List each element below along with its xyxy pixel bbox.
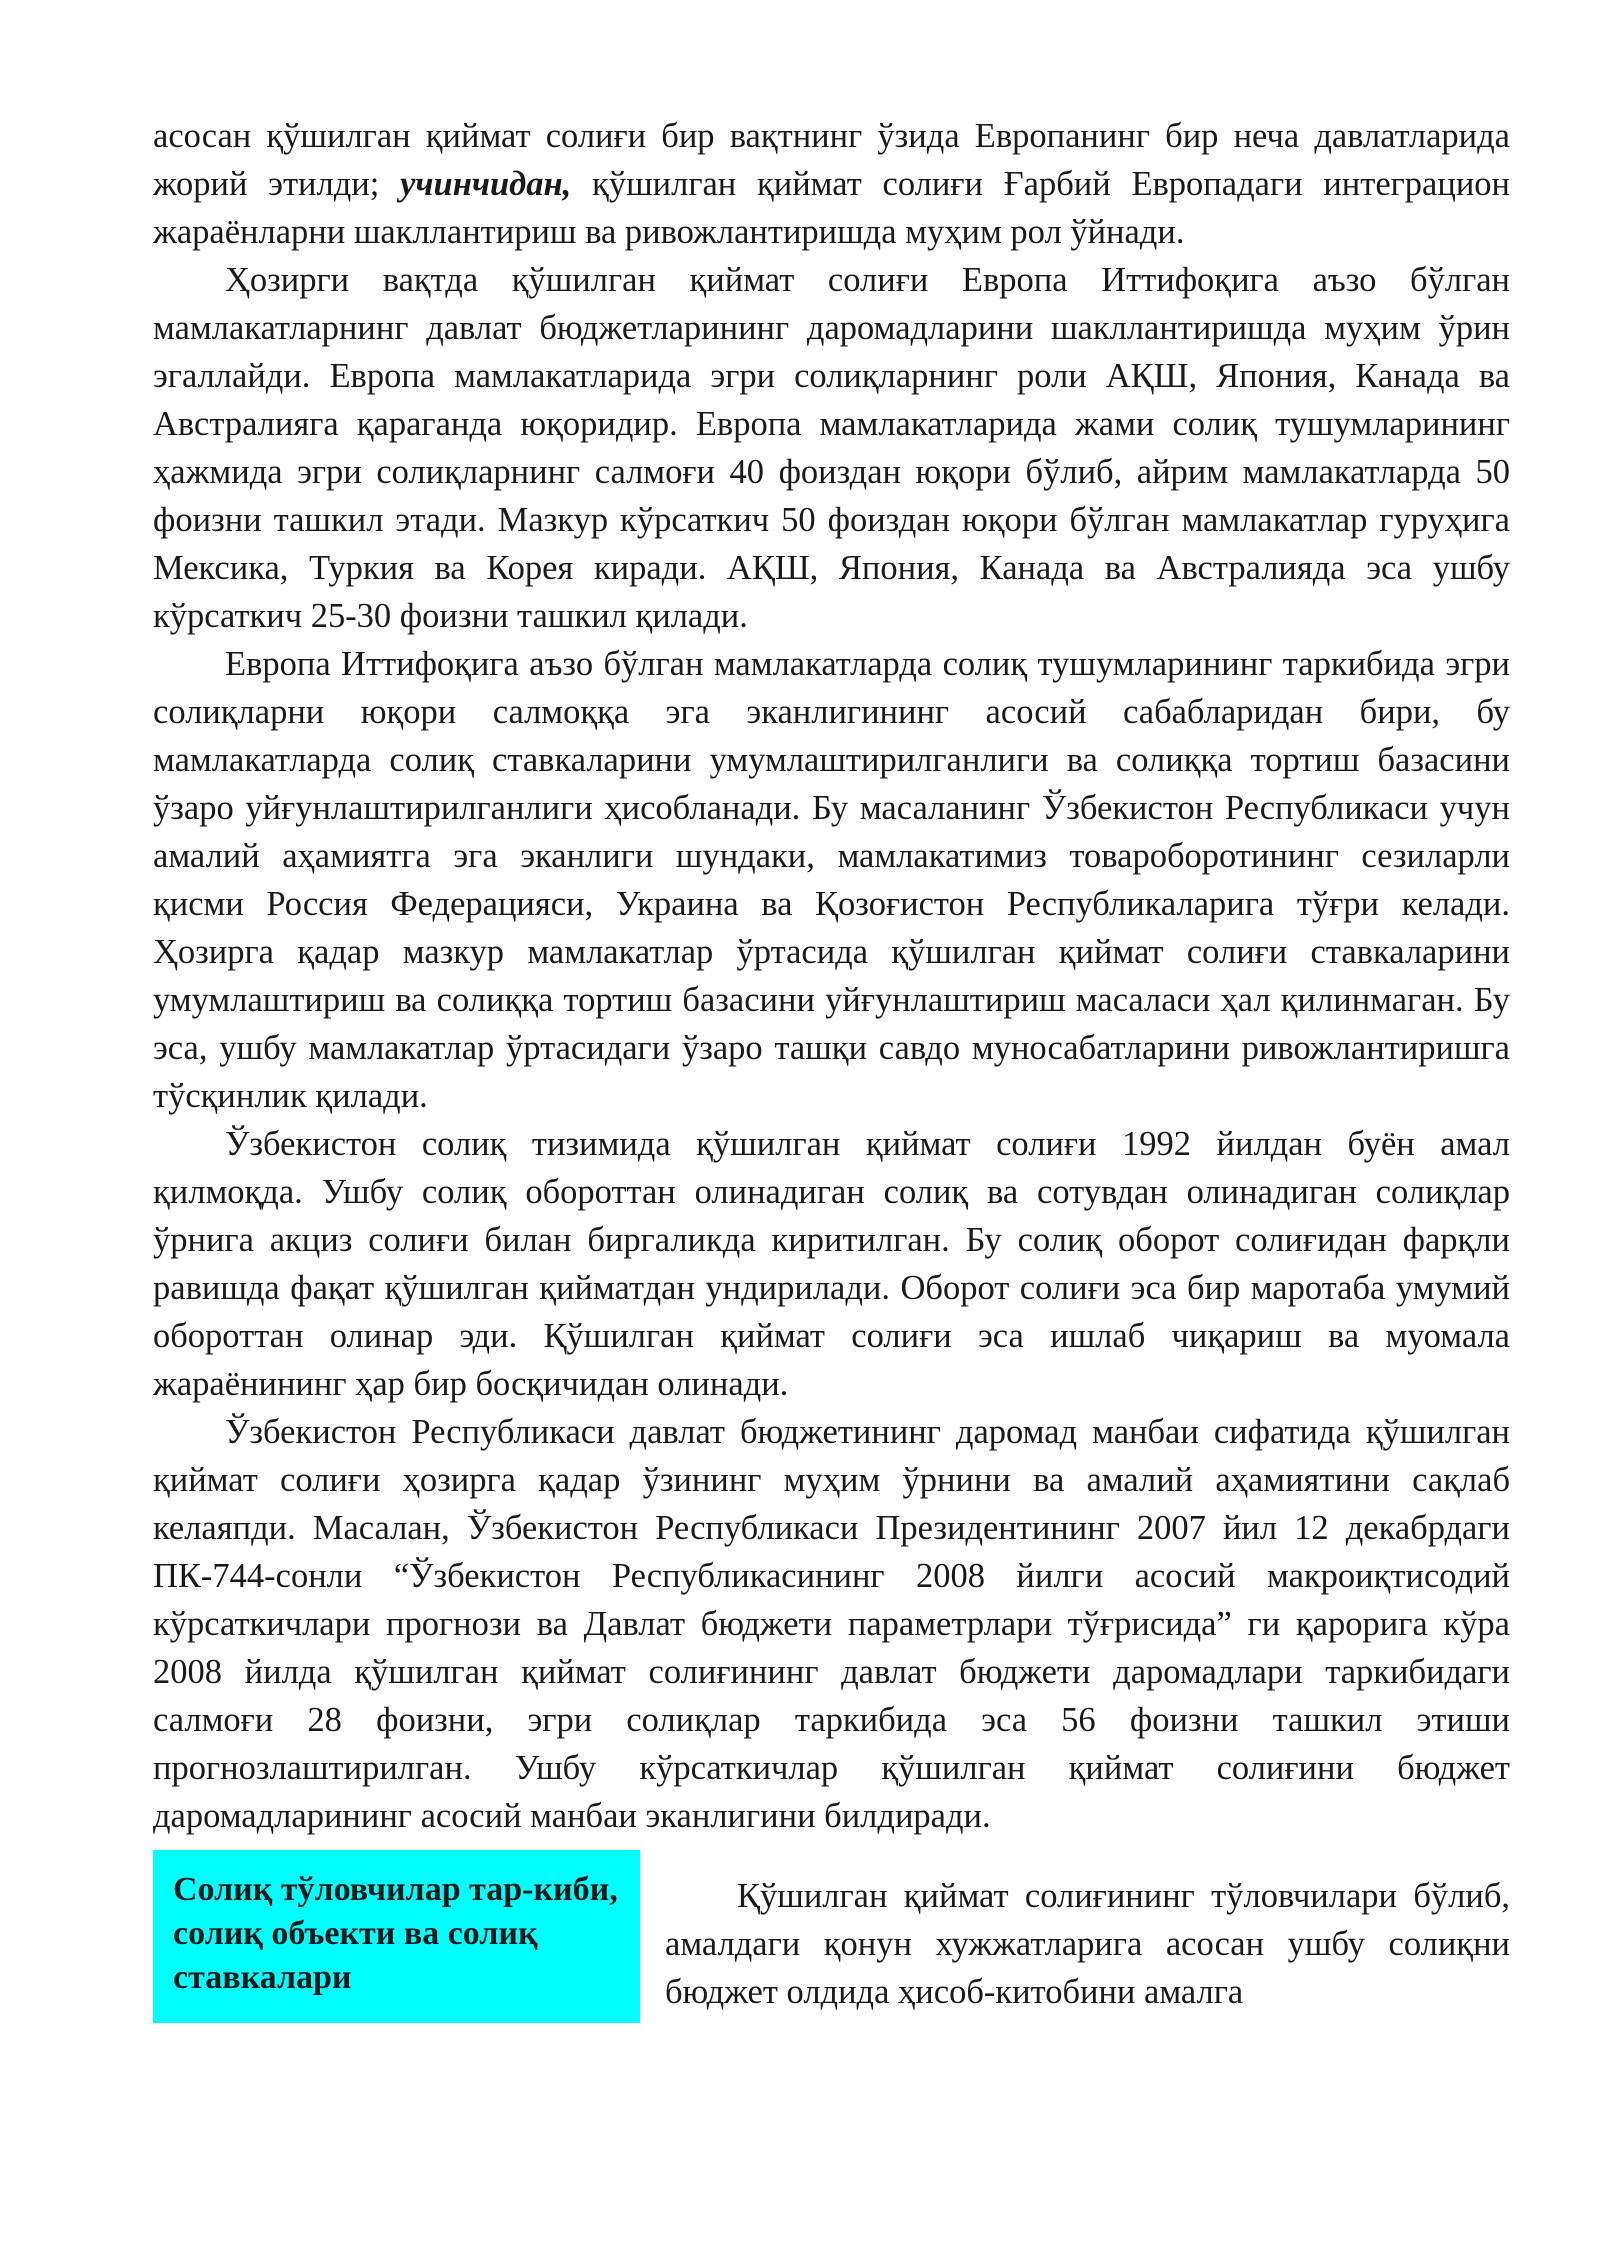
- document-page: [153, 112, 1510, 2044]
- paragraph-2: Ҳозирги вақтда қўшилган қиймат солиғи Европа Иттифоқига аъзо бўлган мамлакатларнинг давлат бюджетларининг даромадларини шакллантиришда муҳим ўрин эгаллайди. Европа мамлакатларида эгри солиқларнинг роли АҚШ, Япония, Канада ва Австралияга қараганда юқоридир. Европа мамлакатларида жами солиқ тушумларининг ҳажмида эгри солиқларнинг салмоғи 40 фоиздан юқори бўлиб, айрим мамлакатларда 50 фоизни ташкил этади. Мазкур кўрсаткич 50 фоиздан юқори бўлган мамлакатлар гуруҳига Мексика, Туркия ва Корея киради. АҚШ, Япония, Канада ва Австралияда эса ушбу кўрсаткич 25-30 фоизни ташкил қилади.: [153, 261, 1510, 635]
- paragraph-3: Европа Иттифоқига аъзо бўлган мамлакатларда солиқ тушумларининг таркибида эгри солиқларни юқори салмоққа эга эканлигининг асосий сабабларидан бири, бу мамлакатларда солиқ ставкаларини умумлаштирилганлиги ва солиққа тортиш базасини ўзаро уйғунлаштирилганлиги ҳисобланади. Бу масаланинг Ўзбекистон Республикаси учун амалий аҳамиятга эга эканлиги шундаки, мамлакатимиз товароборотининг сезиларли қисми Россия Федерацияси, Украина ва Қозоғистон Республикаларига тўғри келади. Ҳозирга қадар мазкур мамлакатлар ўртасида қўшилган қиймат солиғи ставкаларини умумлаштириш ва солиққа тортиш базасини уйғунлаштириш масаласи ҳал қилинмаган. Бу эса, ушбу мамлакатлар ўртасидаги ўзаро ташқи савдо муносабатларини ривожлантиришга тўсқинлик қилади.: [153, 645, 1510, 1115]
- paragraph-1: [153, 112, 1510, 256]
- paragraph-1-end: қўшилган қиймат солиғи Ғарбий Европадаги интеграцион жараёнларни шакллантириш ва ривожлантиришда муҳим рол ўйнади.: [153, 165, 1510, 251]
- emphasis-text: учинчидан,: [400, 165, 572, 203]
- paragraph-6: Қўшилган қиймат солиғининг тўловчилари бўлиб, амалдаги қонун хужжатларига асосан ушбу солиқни бюджет олдида ҳисоб-китобини амалга: [665, 1877, 1510, 2011]
- paragraph-1-start: асосан қўшилган қиймат солиғи бир вақтнинг ўзида Европанинг бир неча давлатларида жорий этилди;: [153, 117, 1510, 203]
- paragraph-5: Ўзбекистон Республикаси давлат бюджетининг даромад манбаи сифатида қўшилган қиймат солиғи ҳозирга қадар ўзининг муҳим ўрнини ва амалий аҳамиятини сақлаб келаяпди. Масалан, Ўзбекистон Республикаси Президентининг 2007 йил 12 декабрдаги ПК-744-сонли “Ўзбекистон Республикасининг 2008 йилги асосий макроиқтисодий кўрсаткичлари прогнози ва Давлат бюджети параметрлари тўғрисида” ги қарорига кўра 2008 йилда қўшилган қиймат солиғининг давлат бюджети даромадлари таркибидаги салмоғи 28 фоизни, эгри солиқлар таркибида эса 56 фоизни ташкил этиши прогнозлаштирилган. Ушбу кўрсаткичлар қўшилган қиймат солиғини бюджет даромадларининг асосий манбаи эканлигини билдиради.: [153, 1413, 1510, 1835]
- section-start: [153, 1844, 1510, 2044]
- section-heading-box: Солиқ тўловчилар тар-киби, солиқ объекти ва солиқ ставкалари: [153, 1850, 640, 2023]
- paragraph-4: Ўзбекистон солиқ тизимида қўшилган қиймат солиғи 1992 йилдан буён амал қилмоқда. Ушбу солиқ обороттан олинадиган солиқ ва сотувдан олинадиган солиқлар ўрнига акциз солиғи билан биргаликда киритилган. Бу солиқ оборот солиғидан фарқли равишда фақат қўшилган қийматдан ундирилади. Оборот солиғи эса бир маротаба умумий обороттан олинар эди. Қўшилган қиймат солиғи эса ишлаб чиқариш ва муомала жараёнининг ҳар бир босқичидан олинади.: [153, 1125, 1510, 1403]
